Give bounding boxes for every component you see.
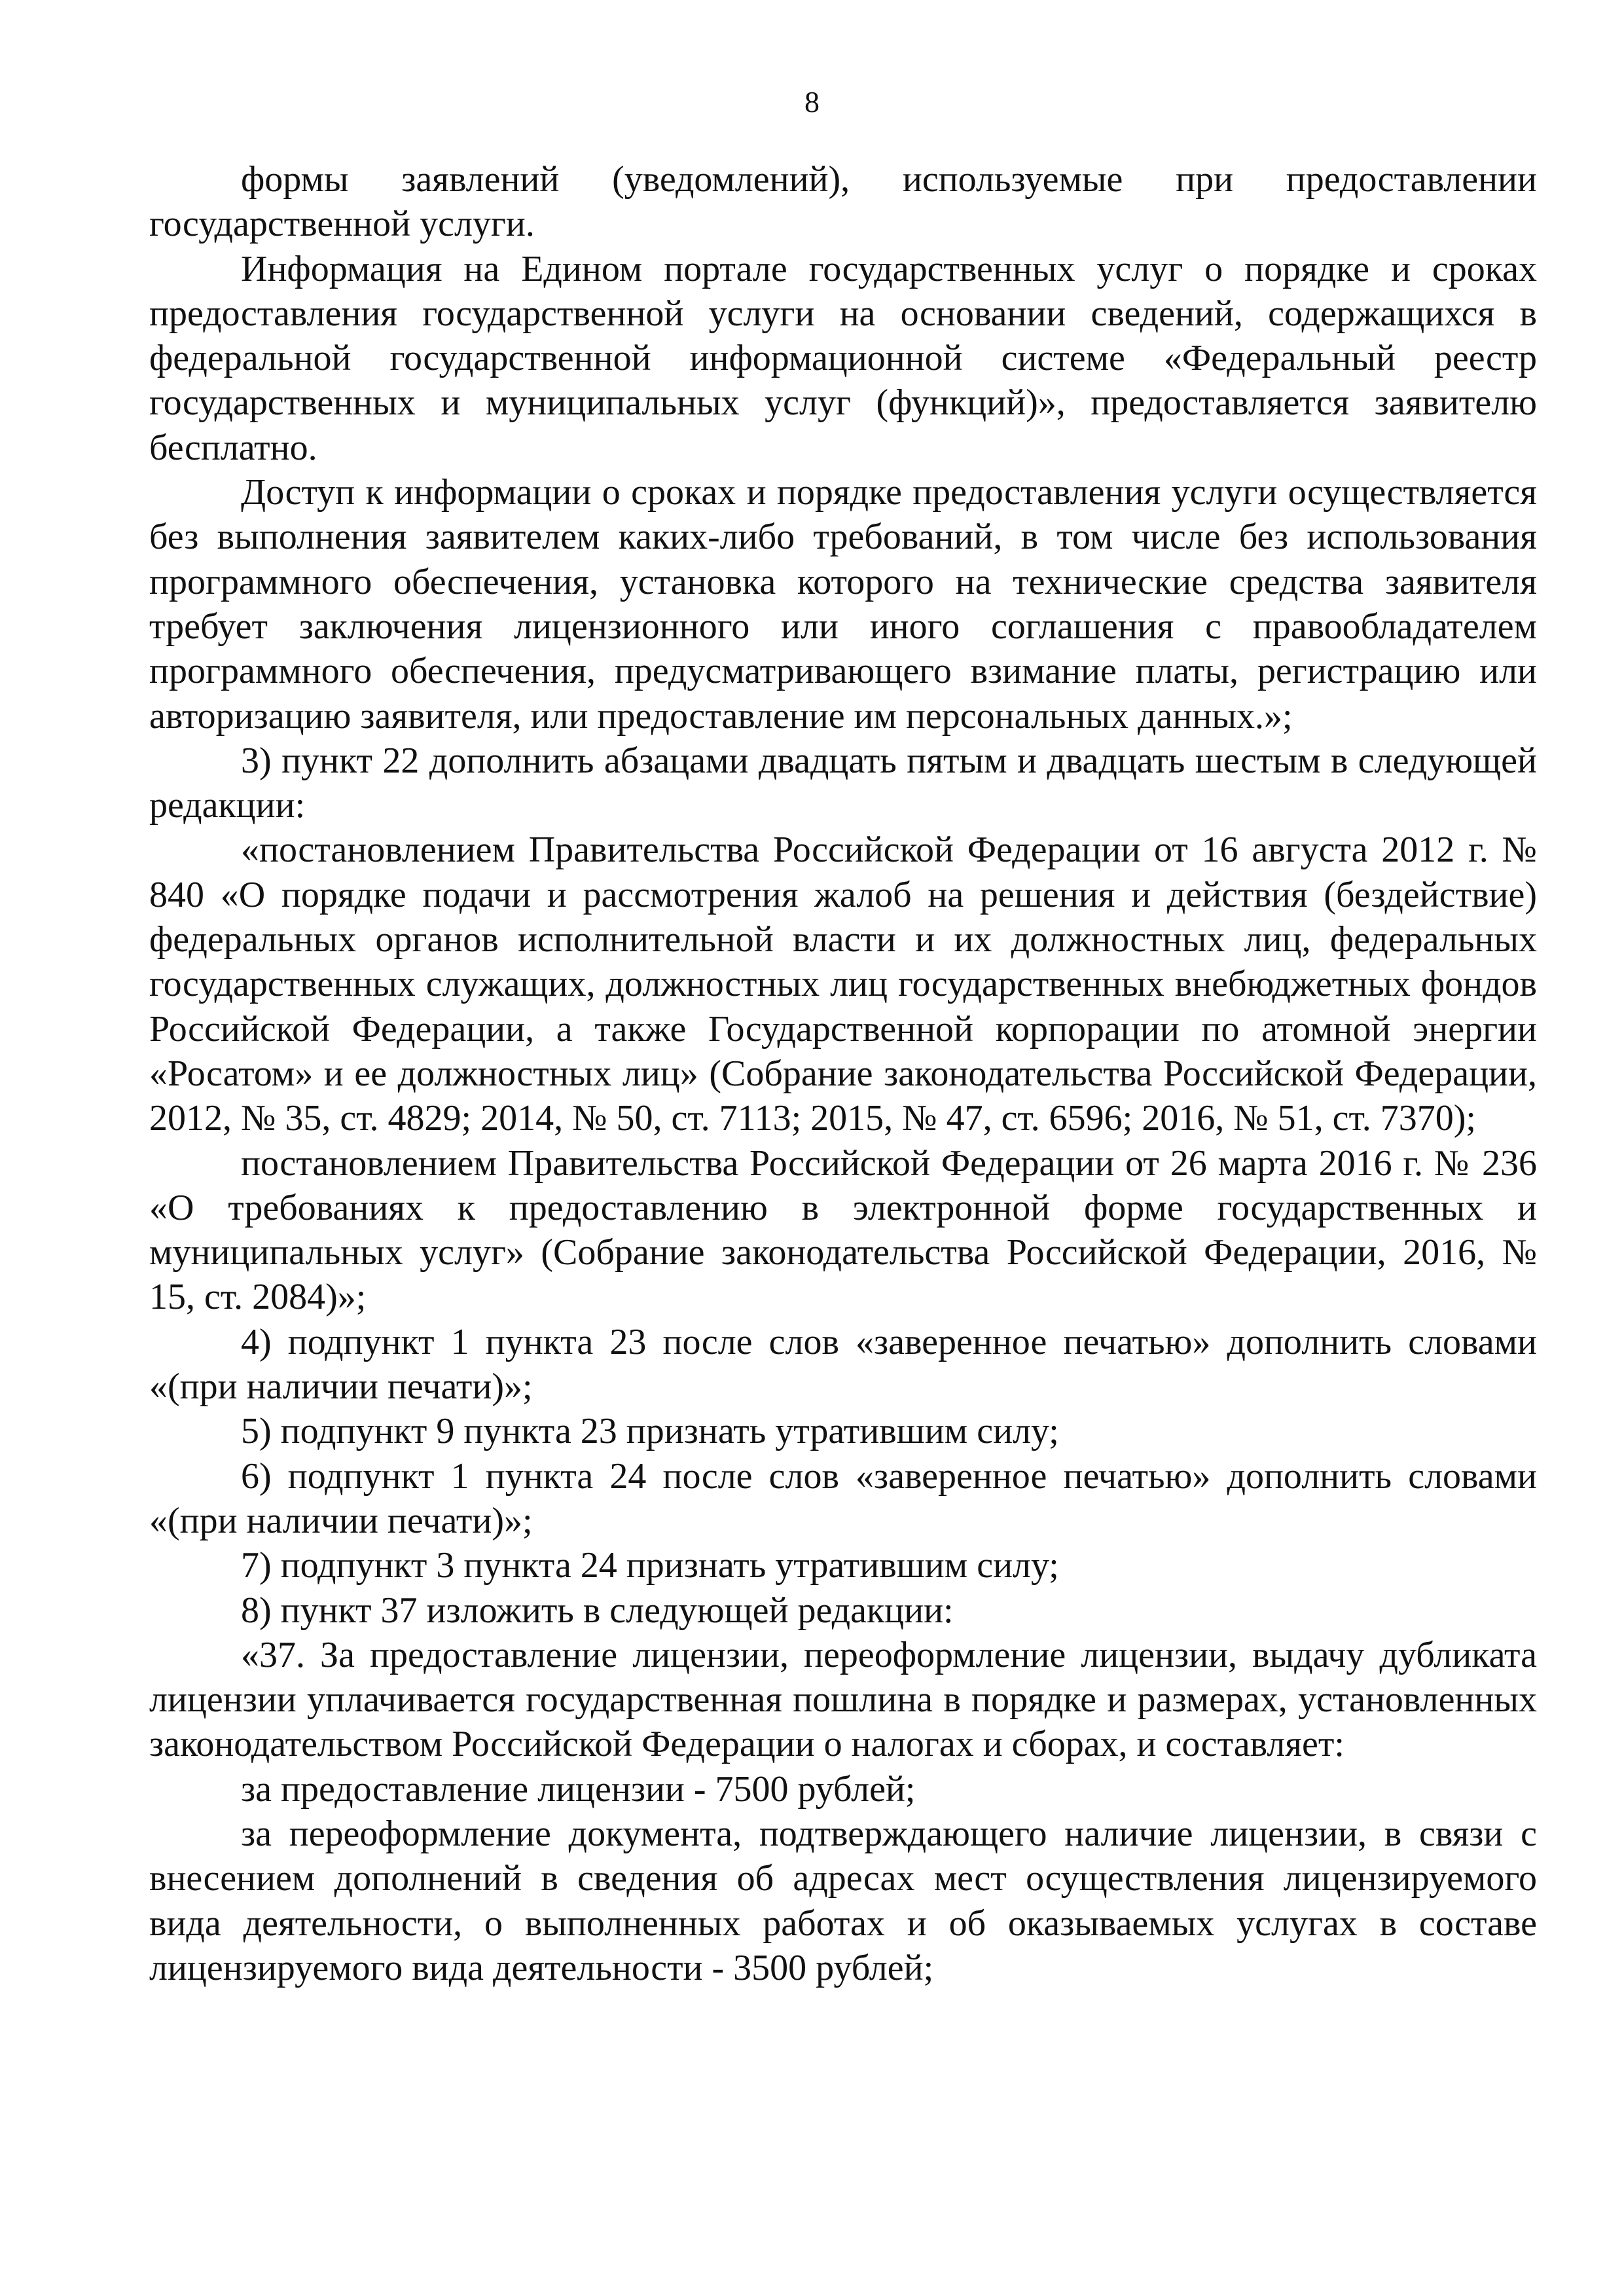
paragraph: «постановлением Правительства Российской Федерации от 16 августа 2012 г. № 840 «О порядке подачи и рассмотрения жалоб на решения и действия (бездействие) федеральных органов исполнительной власти и их должностных лиц, федеральных государственных служащих, должностных лиц государственных внебюджетных фондов Российской Федерации, а также Государственной корпорации по атомной энергии «Росатом» и ее должностных лиц» (Собрание законодательства Российской Федерации, 2012, № 35, ст. 4829; 2014, № 50, ст. 7113; 2015, № 47, ст. 6596; 2016, № 51, ст. 7370); — [149, 829, 1537, 1139]
paragraph: Информация на Едином портале государственных услуг о порядке и сроках предоставления государственной услуги на основании сведений, содержащихся в федеральной государственной информационной системе «Федеральный реестр государственных и муниципальных услуг (функций)», предоставляется заявителю бесплатно. — [149, 248, 1537, 468]
paragraph: за переоформление документа, подтверждающего наличие лицензии, в связи с внесением дополнений в сведения об адресах мест осуществления лицензируемого вида деятельности, о выполненных работах и об оказываемых услугах в составе лицензируемого вида деятельности - 3500 рублей; — [149, 1813, 1537, 1988]
paragraph: 7) подпункт 3 пункта 24 признать утратившим силу; — [241, 1545, 1059, 1586]
paragraph: 4) подпункт 1 пункта 23 после слов «заверенное печатью» дополнить словами «(при наличии печати)»; — [149, 1321, 1537, 1408]
paragraph: 6) подпункт 1 пункта 24 после слов «заверенное печатью» дополнить словами «(при наличии печати)»; — [149, 1455, 1537, 1541]
paragraph: 3) пункт 22 дополнить абзацами двадцать пятым и двадцать шестым в следующей редакции: — [149, 740, 1537, 826]
document-body — [149, 157, 1537, 1990]
paragraph: формы заявлений (уведомлений), используемые при предоставлении государственной услуги. — [149, 159, 1537, 245]
paragraph: постановлением Правительства Российской Федерации от 26 марта 2016 г. № 236 «О требованиях к предоставлению в электронной форме государственных и муниципальных услуг» (Собрание законодательства Российской Федерации, 2016, № 15, ст. 2084)»; — [149, 1142, 1537, 1318]
paragraph: 5) подпункт 9 пункта 23 признать утратившим силу; — [241, 1411, 1059, 1452]
paragraph: 8) пункт 37 изложить в следующей редакции: — [241, 1590, 954, 1631]
paragraph: «37. За предоставление лицензии, переоформление лицензии, выдачу дубликата лицензии уплачивается государственная пошлина в порядке и размерах, установленных законодательством Российской Федерации о налогах и сборах, и составляет: — [149, 1634, 1537, 1765]
paragraph: за предоставление лицензии - 7500 рублей; — [241, 1768, 916, 1810]
page-number: 8 — [804, 85, 820, 118]
paragraph: Доступ к информации о сроках и порядке предоставления услуги осуществляется без выполнения заявителем каких-либо требований, в том числе без использования программного обеспечения, установка которого на технические средства заявителя требует заключения лицензионного или иного соглашения с правообладателем программного обеспечения, предусматривающего взимание платы, регистрацию или авторизацию заявителя, или предоставление им персональных данных.»; — [149, 472, 1537, 737]
